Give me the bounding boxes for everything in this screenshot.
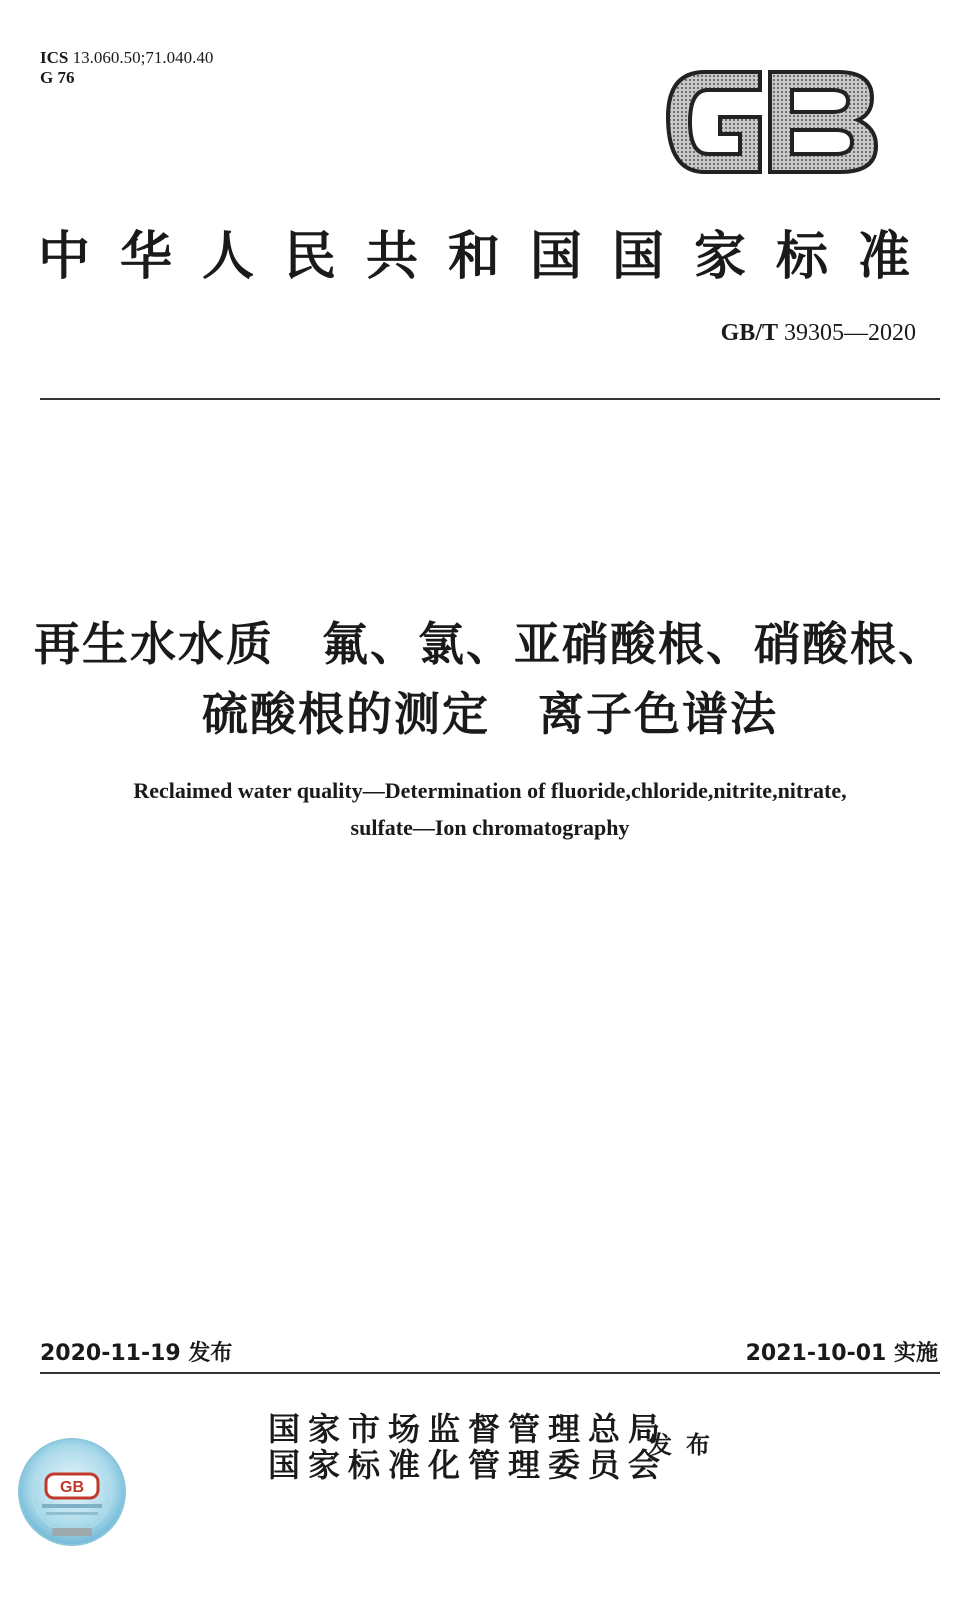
national-standard-title: 中华人民共和国国家标准 [38, 226, 941, 287]
implement-date: 2021-10-01 实施 [745, 1341, 938, 1366]
title-cn-line2: 硫酸根的测定 离子色谱法 [202, 687, 778, 741]
publish-label: 发布 [648, 1431, 724, 1459]
title-en-line1: Reclaimed water quality—Determination of fluoride,chloride,nitrite,nitrate, [133, 778, 847, 803]
top-divider [40, 398, 940, 400]
title-en-line2: sulfate—Ion chromatography [350, 815, 630, 840]
gb-logo-icon [660, 62, 882, 182]
seal-text: GB [60, 1479, 84, 1496]
ics-label: ICS [40, 48, 69, 67]
title-cn-line1: 再生水水质 氟、氯、亚硝酸根、硝酸根、 [34, 617, 946, 671]
standard-number [721, 320, 916, 347]
ics-code: 13.060.50;71.040.40 [72, 48, 214, 67]
ccs-code: G 76 [40, 68, 75, 87]
standard-prefix: GB/T [720, 320, 778, 346]
bottom-divider [40, 1372, 940, 1374]
issuer-sac: 国家标准化管理委员会 [268, 1446, 669, 1484]
anti-counterfeit-seal-icon [16, 1436, 128, 1548]
issuer-samr: 国家市场监督管理总局 [268, 1410, 669, 1448]
ics-block [40, 48, 213, 88]
standard-code: 39305—2020 [784, 320, 916, 346]
issue-date: 2020-11-19 发布 [40, 1341, 233, 1366]
